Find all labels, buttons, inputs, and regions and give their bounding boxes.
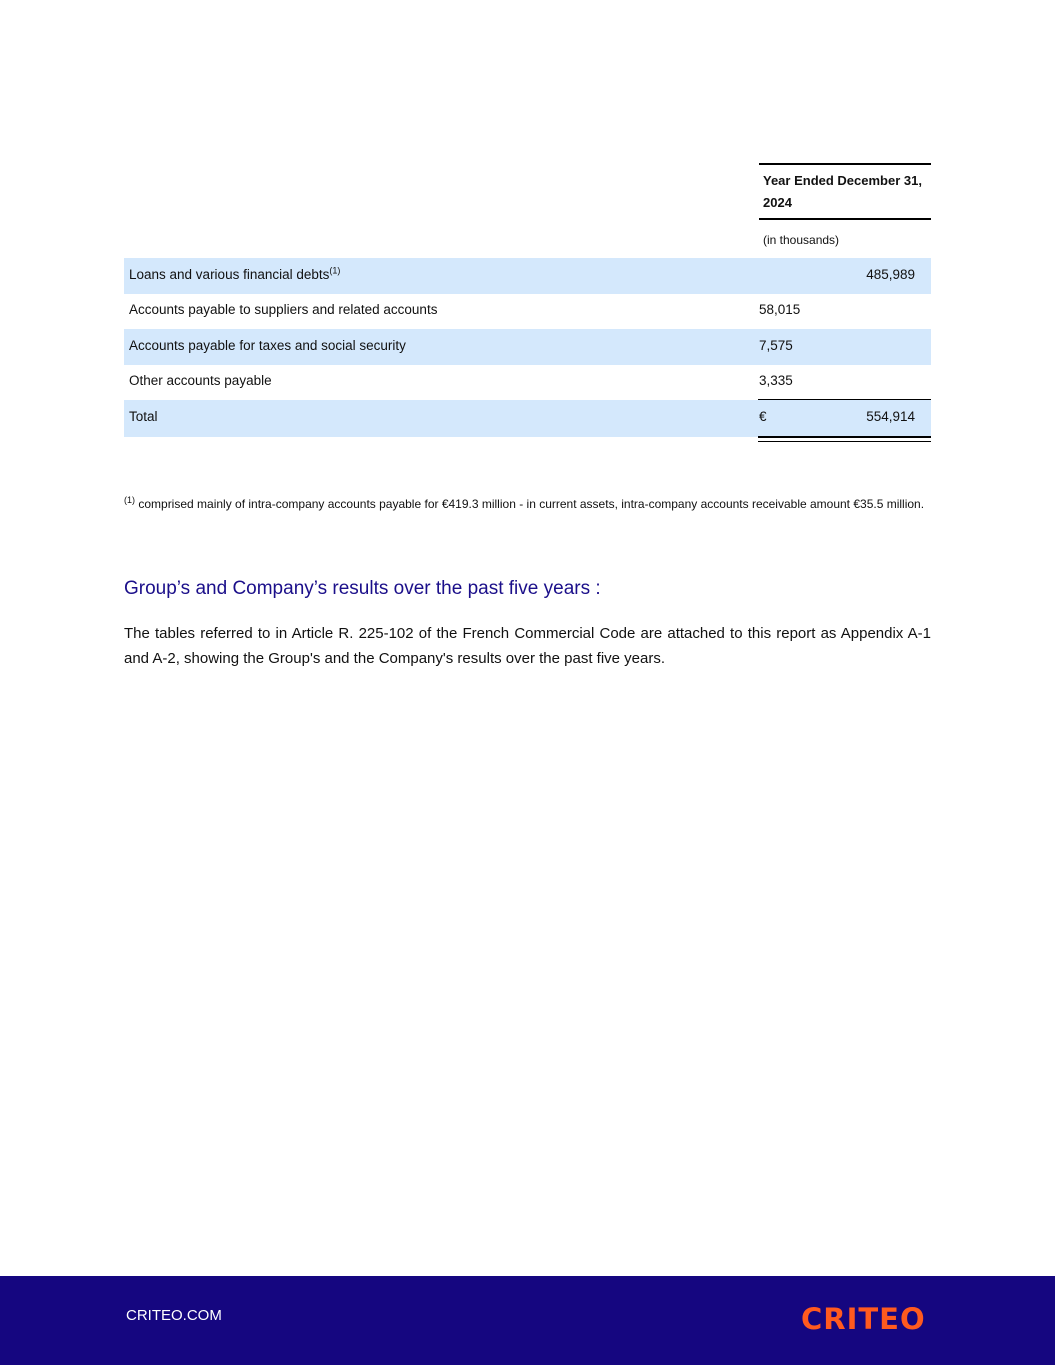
currency-symbol: € (759, 409, 767, 424)
total-row (124, 400, 931, 437)
row-label: Accounts payable to suppliers and related accounts (129, 302, 438, 317)
footnote-text: comprised mainly of intra-company accounts payable for €419.3 million - in current assets, intra-company accounts receivable amount €35.5 million. (138, 497, 925, 511)
row-label: Loans and various financial debts$^{(1)}$ (129, 265, 341, 282)
section-title: Group’s and Company’s results over the past five years : (124, 578, 601, 599)
row-label: Accounts payable for taxes and social security (129, 338, 406, 353)
table-row (124, 258, 931, 294)
total-value: 554,914 (866, 409, 915, 424)
row-value: 3,335 (759, 373, 793, 388)
total-label: Total (129, 409, 158, 424)
row-label: Other accounts payable (129, 373, 272, 388)
footer (0, 1276, 1055, 1365)
unit-label: (in thousands) (763, 233, 840, 247)
footnote (124, 494, 931, 514)
table-row (124, 329, 931, 365)
section-body: The tables referred to in Article R. 225-102 of the French Commercial Code are attached to this report as Appendix A-1 and A-2, showing the Group's and the Company's results over the past five years. (124, 625, 931, 667)
row-value: 7,575 (759, 338, 793, 353)
footnote-ref: (1) (329, 265, 341, 276)
footer-url[interactable]: CRITEO.COM (126, 1307, 222, 1324)
row-value: 485,989 (866, 267, 915, 282)
footnote-marker: (1) (124, 495, 135, 505)
table-row (124, 293, 931, 329)
total-double-rule (758, 436, 931, 442)
table-row (124, 364, 931, 400)
criteo-logo: CRITEO (801, 1302, 926, 1336)
column-header: Year Ended December 31, 2024 (759, 163, 931, 220)
row-value: 58,015 (759, 302, 801, 317)
